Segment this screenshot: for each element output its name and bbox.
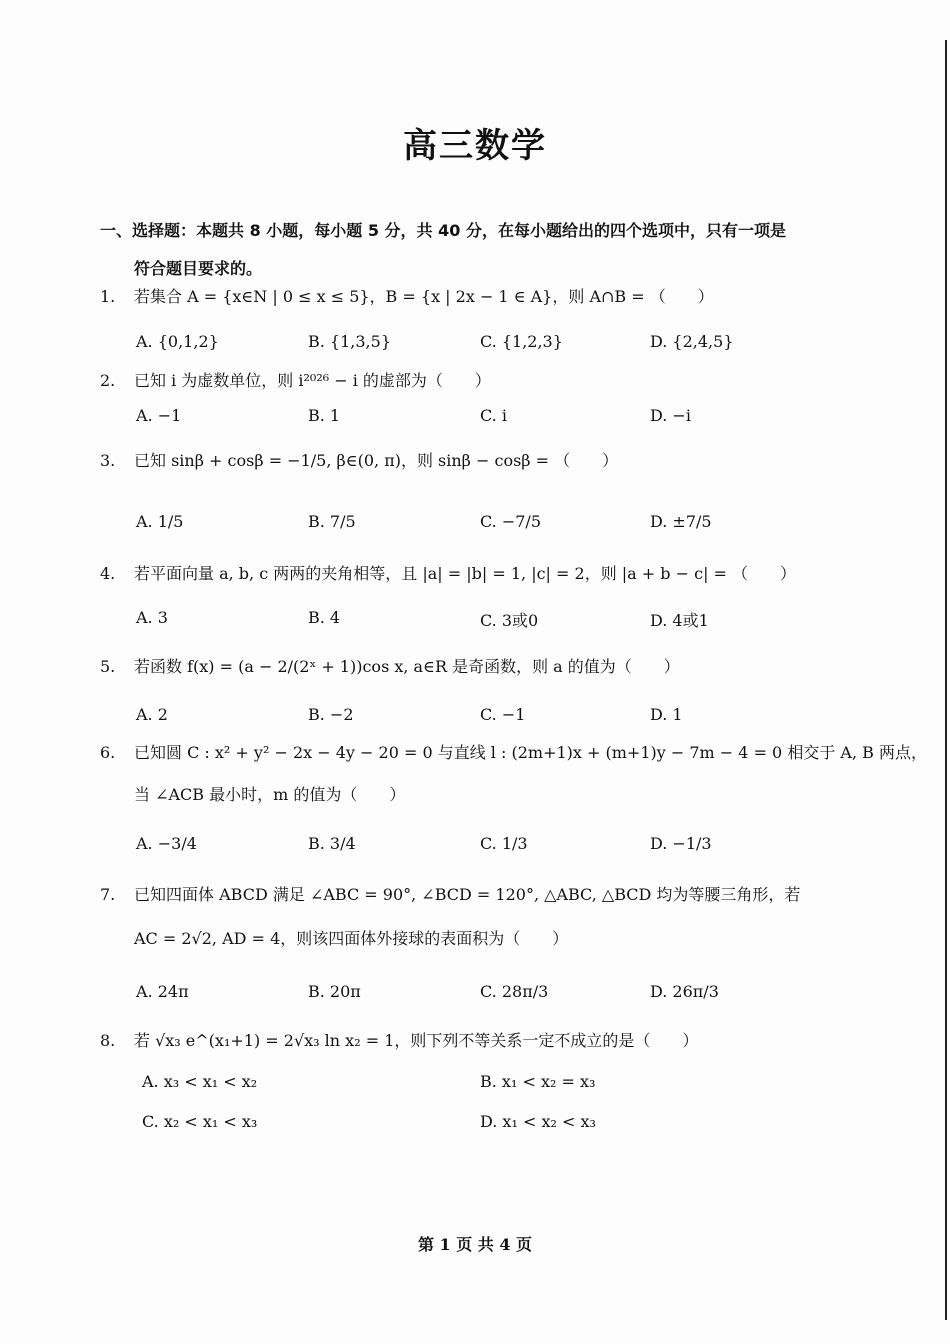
- option-a[interactable]: A. −3/4: [136, 834, 197, 853]
- option-a[interactable]: A. 3: [136, 608, 168, 627]
- options-q4: [136, 608, 836, 638]
- option-d[interactable]: D. 1: [650, 705, 683, 724]
- question-stem: 若 √x₃ e^(x₁+1) = 2√x₃ ln x₂ = 1，则下列不等关系一定不成立的是（ ）: [134, 1031, 699, 1050]
- option-d[interactable]: D. ±7/5: [650, 512, 712, 531]
- option-d[interactable]: D. x₁ < x₂ < x₃: [480, 1112, 596, 1131]
- options-q5: [136, 705, 836, 735]
- options-q6: [136, 834, 836, 864]
- option-b[interactable]: B. 3/4: [308, 834, 356, 853]
- option-a[interactable]: A. {0,1,2}: [136, 332, 219, 351]
- question-number: 8.: [100, 1031, 116, 1050]
- question-number: 5.: [100, 657, 116, 676]
- option-a[interactable]: A. x₃ < x₁ < x₂: [142, 1072, 258, 1091]
- question-stem: 若平面向量 a, b, c 两两的夹角相等，且 |a| = |b| = 1, |c| = 2，则 |a + b − c| = （ ）: [134, 564, 797, 583]
- page-title: 高三数学: [403, 126, 547, 166]
- page-footer: 第 1 页 共 4 页: [417, 1235, 533, 1254]
- question-stem: 已知 i 为虚数单位，则 i²⁰²⁶ − i 的虚部为（ ）: [134, 371, 491, 390]
- option-c[interactable]: C. −1: [480, 705, 526, 724]
- question-7: [100, 884, 830, 906]
- option-a[interactable]: A. −1: [136, 406, 182, 425]
- question-stem-continued: AC = 2√2, AD = 4，则该四面体外接球的表面积为（ ）: [134, 929, 569, 948]
- question-stem: 已知圆 C : x² + y² − 2x − 4y − 20 = 0 与直线 l : (2m+1)x + (m+1)y − 7m − 4 = 0 相交于 A, B 两点，: [134, 743, 927, 762]
- question-number: 2.: [100, 371, 116, 390]
- options-q8-row-1: [136, 1072, 836, 1102]
- question-7-continued: [100, 928, 830, 950]
- option-c[interactable]: C. 28π/3: [480, 982, 549, 1001]
- option-a[interactable]: A. 1/5: [136, 512, 184, 531]
- option-d[interactable]: D. −1/3: [650, 834, 712, 853]
- options-q8-row-2: [136, 1112, 836, 1142]
- question-number: 3.: [100, 451, 116, 470]
- option-c[interactable]: C. −7/5: [480, 512, 541, 531]
- question-number: 1.: [100, 287, 116, 306]
- option-b[interactable]: B. {1,3,5}: [308, 332, 391, 351]
- options-q2: [136, 406, 836, 436]
- option-d[interactable]: D. 4或1: [650, 611, 709, 630]
- option-b[interactable]: B. 1: [308, 406, 341, 425]
- option-a[interactable]: A. 24π: [136, 982, 189, 1001]
- question-1: [100, 286, 830, 308]
- question-5: [100, 656, 830, 678]
- option-d[interactable]: D. 26π/3: [650, 982, 719, 1001]
- section-heading: [100, 212, 830, 288]
- question-3: [100, 450, 830, 472]
- option-b[interactable]: B. 4: [308, 608, 341, 627]
- page-edge-line: [945, 40, 947, 1320]
- question-stem: 若函数 f(x) = (a − 2/(2ˣ + 1))cos x, a∈R 是奇函数，则 a 的值为（ ）: [134, 657, 680, 676]
- options-q3: [136, 512, 836, 542]
- question-6-continued: [100, 784, 830, 806]
- option-b[interactable]: B. 7/5: [308, 512, 356, 531]
- question-4: [100, 563, 830, 585]
- question-stem: 已知 sinβ + cosβ = −1/5, β∈(0, π)，则 sinβ − cosβ = （ ）: [134, 451, 619, 470]
- question-number: 7.: [100, 885, 116, 904]
- option-c[interactable]: C. x₂ < x₁ < x₃: [142, 1112, 258, 1131]
- question-2: [100, 370, 830, 392]
- option-b[interactable]: B. −2: [308, 705, 354, 724]
- section-line-2: 符合题目要求的。: [134, 259, 263, 278]
- option-c[interactable]: C. i: [480, 406, 507, 425]
- question-stem: 若集合 A = {x∈N | 0 ≤ x ≤ 5}，B = {x | 2x − 1 ∈ A}，则 A∩B = （ ）: [134, 287, 714, 306]
- option-c[interactable]: C. 1/3: [480, 834, 528, 853]
- question-number: 4.: [100, 564, 116, 583]
- option-c[interactable]: C. 3或0: [480, 611, 539, 630]
- question-8: [100, 1030, 830, 1052]
- options-q7: [136, 982, 836, 1012]
- option-d[interactable]: D. {2,4,5}: [650, 332, 734, 351]
- option-b[interactable]: B. 20π: [308, 982, 361, 1001]
- question-stem: 已知四面体 ABCD 满足 ∠ABC = 90°, ∠BCD = 120°, △ABC, △BCD 均为等腰三角形，若: [134, 885, 801, 904]
- question-6: [100, 742, 927, 764]
- option-d[interactable]: D. −i: [650, 406, 691, 425]
- option-a[interactable]: A. 2: [136, 705, 168, 724]
- section-line-1: 一、选择题：本题共 8 小题，每小题 5 分，共 40 分，在每小题给出的四个选项中，只有一项是: [100, 221, 786, 240]
- question-stem-continued: 当 ∠ACB 最小时，m 的值为（ ）: [134, 785, 406, 804]
- question-number: 6.: [100, 743, 116, 762]
- option-c[interactable]: C. {1,2,3}: [480, 332, 563, 351]
- options-q1: [136, 332, 836, 362]
- option-b[interactable]: B. x₁ < x₂ = x₃: [480, 1072, 596, 1091]
